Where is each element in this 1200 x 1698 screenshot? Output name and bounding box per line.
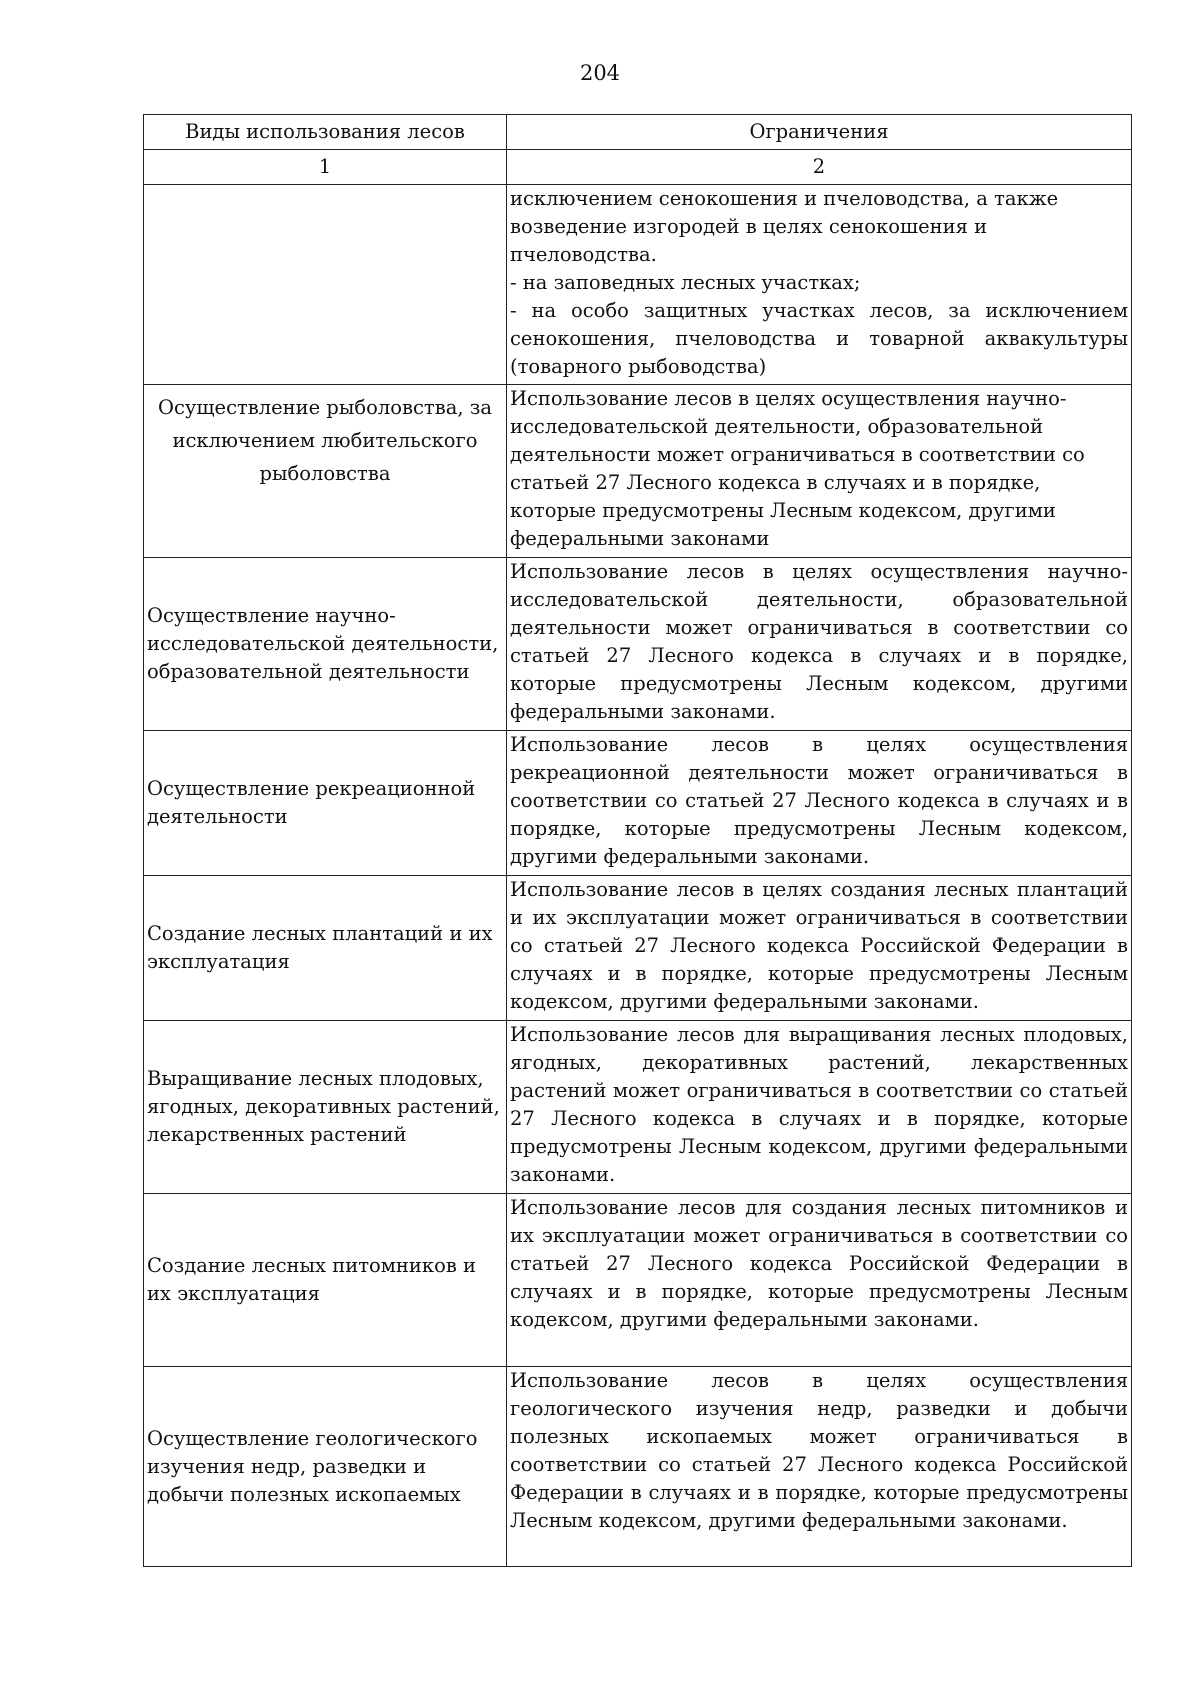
column-header-restrictions: Ограничения (507, 115, 1132, 150)
table-row (144, 876, 1132, 1021)
column-header-forest-use-types: Виды использования лесов (144, 115, 507, 150)
forest-use-type-cell (144, 185, 507, 385)
column-number-1: 1 (144, 150, 507, 185)
restriction-cell: Использование лесов для создания лесных питомников и их эксплуатации может ограничиваться в соответствии со статьей 27 Лесного кодекса Российской Федерации в случаях и в порядке, которые предусмотрены Лесным кодексом, другими федеральными законами. (507, 1194, 1132, 1367)
table-header-row (144, 115, 1132, 150)
restriction-line: Использование лесов в целях осуществления научно- (510, 387, 1067, 410)
table-row-continuation (144, 185, 1132, 385)
forest-use-restrictions-table (143, 114, 1132, 1567)
restriction-line: пчеловодства. (510, 243, 657, 266)
page-number: 204 (579, 61, 621, 85)
restriction-cell: Использование лесов в целях осуществления рекреационной деятельности может ограничиваться в соответствии со статьей 27 Лесного кодекса в случаях и в порядке, которые предусмотрены Лесным кодексом, другими федеральными законами. (507, 731, 1132, 876)
restriction-cell (507, 385, 1132, 558)
table-row (144, 558, 1132, 731)
restriction-line: статьей 27 Лесного кодекса в случаях и в порядке, (510, 471, 1041, 494)
restriction-cell: Использование лесов в целях создания лесных плантаций и их эксплуатации может ограничиваться в соответствии со статьей 27 Лесного кодекса Российской Федерации в случаях и в порядке, которые предусмотрены Лесным кодексом, другими федеральными законами. (507, 876, 1132, 1021)
table-row (144, 1367, 1132, 1567)
table-row (144, 1021, 1132, 1194)
restriction-cell: Использование лесов в целях осуществления научно-исследовательской деятельности, образовательной деятельности может ограничиваться в соответствии со статьей 27 Лесного кодекса в случаях и в порядке, которые предусмотрены Лесным кодексом, другими федеральными законами. (507, 558, 1132, 731)
restriction-line: которые предусмотрены Лесным кодексом, другими (510, 499, 1056, 522)
column-number-2: 2 (507, 150, 1132, 185)
forest-use-type-cell: Выращивание лесных плодовых, ягодных, декоративных растений, лекарственных растений (144, 1021, 507, 1194)
restriction-cell: Использование лесов в целях осуществления геологического изучения недр, разведки и добычи полезных ископаемых может ограничиваться в соответствии со статьей 27 Лесного кодекса Российской Федерации в случаях и в порядке, которые предусмотрены Лесным кодексом, другими федеральными законами. (507, 1367, 1132, 1567)
forest-use-type-cell: Осуществление рыболовства, за исключением любительского рыболовства (144, 385, 507, 558)
forest-use-type-cell: Осуществление рекреационной деятельности (144, 731, 507, 876)
restriction-line: - на особо защитных участках лесов, за исключением сенокошения, пчеловодства и товарной аквакультуры (товарного рыбоводства) (510, 299, 1128, 378)
restriction-cell (507, 185, 1132, 385)
column-number-row (144, 150, 1132, 185)
restriction-line: деятельности может ограничиваться в соответствии со (510, 443, 1085, 466)
restriction-line: исследовательской деятельности, образовательной (510, 415, 1044, 438)
forest-use-type-cell: Осуществление научно-исследовательской деятельности, образовательной деятельности (144, 558, 507, 731)
table-row (144, 731, 1132, 876)
table-row (144, 385, 1132, 558)
restriction-line: исключением сенокошения и пчеловодства, а также (510, 187, 1059, 210)
restriction-cell: Использование лесов для выращивания лесных плодовых, ягодных, декоративных растений, лекарственных растений может ограничиваться в соответствии со статьей 27 Лесного кодекса в случаях и в порядке, которые предусмотрены Лесным кодексом, другими федеральными законами. (507, 1021, 1132, 1194)
forest-use-type-cell: Создание лесных плантаций и их эксплуатация (144, 876, 507, 1021)
restriction-line: возведение изгородей в целях сенокошения и (510, 215, 988, 238)
forest-use-type-cell: Осуществление геологического изучения недр, разведки и добычи полезных ископаемых (144, 1367, 507, 1567)
table-row (144, 1194, 1132, 1367)
restriction-line: федеральными законами (510, 527, 770, 550)
forest-use-type-cell: Создание лесных питомников и их эксплуатация (144, 1194, 507, 1367)
restriction-line: - на заповедных лесных участках; (510, 271, 861, 294)
